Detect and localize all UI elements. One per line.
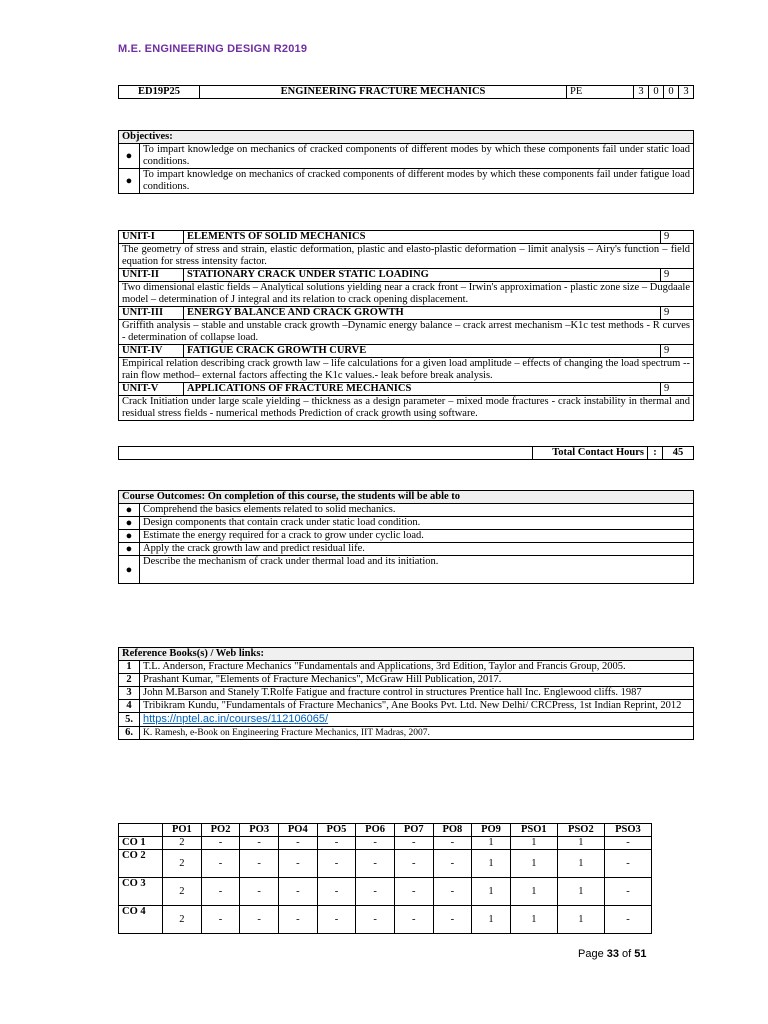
mapping-cell: 1 [557, 906, 604, 934]
mapping-cell: - [356, 878, 395, 906]
mapping-cell: - [279, 850, 318, 878]
bullet-icon: ● [119, 504, 140, 517]
unit-id: UNIT-V [119, 383, 184, 396]
unit-hours: 9 [661, 345, 694, 358]
mapping-cell: - [604, 906, 651, 934]
document-header-title: M.E. ENGINEERING DESIGN R2019 [118, 43, 308, 55]
mapping-cell: - [317, 837, 356, 850]
mapping-cell: - [394, 906, 433, 934]
unit-title: FATIGUE CRACK GROWTH CURVE [184, 345, 661, 358]
mapping-row [119, 850, 652, 878]
mapping-cell: - [433, 878, 472, 906]
course-lecture-hours: 3 [634, 86, 649, 99]
unit-id: UNIT-III [119, 307, 184, 320]
outcomes-table [118, 490, 694, 584]
mapping-cell: - [394, 850, 433, 878]
bullet-icon: ● [119, 530, 140, 543]
bullet-icon: ● [119, 144, 140, 169]
unit-id: UNIT-I [119, 231, 184, 244]
outcome-item: Design components that contain crack under static load condition. [140, 517, 694, 530]
mapping-cell: 1 [557, 878, 604, 906]
mapping-cell: - [394, 837, 433, 850]
course-code: ED19P25 [119, 86, 200, 99]
mapping-cell: 1 [510, 878, 557, 906]
mapping-header-cell: PO8 [433, 824, 472, 837]
mapping-cell: - [317, 878, 356, 906]
reference-number: 4 [119, 700, 140, 713]
mapping-cell: 2 [163, 878, 202, 906]
mapping-header-cell: PSO2 [557, 824, 604, 837]
mapping-cell: - [604, 878, 651, 906]
mapping-row [119, 906, 652, 934]
unit-hours: 9 [661, 307, 694, 320]
total-hours-value: 45 [663, 447, 694, 460]
mapping-cell: - [279, 837, 318, 850]
objectives-table [118, 130, 694, 194]
course-tutorial-hours: 0 [649, 86, 664, 99]
unit-hours: 9 [661, 269, 694, 282]
mapping-corner-cell [119, 824, 163, 837]
unit-hours: 9 [661, 231, 694, 244]
mapping-cell: - [433, 837, 472, 850]
mapping-cell: - [240, 850, 279, 878]
mapping-cell: 1 [472, 850, 511, 878]
nptel-link[interactable]: https://nptel.ac.in/courses/112106065/ [143, 713, 329, 725]
mapping-cell: 1 [510, 906, 557, 934]
mapping-cell: - [201, 906, 240, 934]
mapping-co-label: CO 1 [119, 837, 163, 850]
outcomes-heading: Course Outcomes: On completion of this course, the students will be able to [119, 491, 694, 504]
mapping-cell: 2 [163, 906, 202, 934]
mapping-cell: - [356, 850, 395, 878]
unit-id: UNIT-IV [119, 345, 184, 358]
mapping-cell: - [604, 850, 651, 878]
unit-content: Two dimensional elastic fields – Analytical solutions yielding near a crack front – Irwin's approximation - plastic zone size – Dugdaale model – determination of J integral and its relation to crack opening displacement. [119, 282, 694, 307]
mapping-cell: 1 [557, 837, 604, 850]
outcome-item: Describe the mechanism of crack under thermal load and its initiation. [140, 556, 694, 584]
mapping-cell: - [279, 878, 318, 906]
reference-item: K. Ramesh, e-Book on Engineering Fracture Mechanics, IIT Madras, 2007. [140, 727, 694, 740]
units-table [118, 230, 694, 421]
unit-content: Empirical relation describing crack growth law – life calculations for a given load amplitude – effects of changing the load spectrum -- rain flow method– external factors affecting the K1c values.- leak before break analysis. [119, 358, 694, 383]
mapping-cell: 1 [472, 878, 511, 906]
mapping-header-cell: PSO3 [604, 824, 651, 837]
mapping-row [119, 878, 652, 906]
mapping-header-cell: PO4 [279, 824, 318, 837]
unit-content: The geometry of stress and strain, elastic deformation, plastic and elasto-plastic deformation – limit analysis – Airy's function – field equation for stress intensity factor. [119, 244, 694, 269]
total-hours-separator: : [648, 447, 663, 460]
mapping-header-cell: PO5 [317, 824, 356, 837]
mapping-co-label: CO 4 [119, 906, 163, 934]
mapping-cell: - [240, 906, 279, 934]
mapping-cell: - [201, 837, 240, 850]
course-title-table [118, 85, 694, 99]
mapping-cell: 2 [163, 837, 202, 850]
outcome-item: Apply the crack growth law and predict residual life. [140, 543, 694, 556]
course-title: ENGINEERING FRACTURE MECHANICS [200, 86, 567, 99]
references-heading: Reference Books(s) / Web links: [119, 648, 694, 661]
mapping-header-cell: PO9 [472, 824, 511, 837]
mapping-header-cell: PO7 [394, 824, 433, 837]
unit-title: STATIONARY CRACK UNDER STATIC LOADING [184, 269, 661, 282]
outcome-item: Comprehend the basics elements related to solid mechanics. [140, 504, 694, 517]
objective-item: To impart knowledge on mechanics of cracked components of different modes by which these components fail under fatigue load conditions. [140, 169, 694, 194]
references-table [118, 647, 694, 740]
reference-item: T.L. Anderson, Fracture Mechanics "Fundamentals and Applications, 3rd Edition, Taylor and Francis Group, 2005. [140, 661, 694, 674]
mapping-cell: - [201, 878, 240, 906]
mapping-cell: 1 [510, 837, 557, 850]
mapping-cell: - [356, 906, 395, 934]
reference-item: Tribikram Kundu, "Fundamentals of Fracture Mechanics", Ane Books Pvt. Ltd. New Delhi/ CRCPress, 1st Indian Reprint, 2012 [140, 700, 694, 713]
reference-item: John M.Barson and Stanely T.Rolfe Fatigue and fracture control in structures Prentice hall Inc. Englewood cliffs. 1987 [140, 687, 694, 700]
total-hours-table [118, 446, 694, 460]
unit-content: Griffith analysis – stable and unstable crack growth –Dynamic energy balance – crack arrest mechanism –K1c test methods - R curves - determination of collapse load. [119, 320, 694, 345]
reference-number: 1 [119, 661, 140, 674]
mapping-cell: - [394, 878, 433, 906]
mapping-cell: - [433, 850, 472, 878]
mapping-co-label: CO 3 [119, 878, 163, 906]
bullet-icon: ● [119, 556, 140, 584]
mapping-cell: - [240, 878, 279, 906]
mapping-cell: 1 [557, 850, 604, 878]
mapping-header-cell: PO3 [240, 824, 279, 837]
reference-number: 5. [119, 713, 140, 727]
course-category: PE [567, 86, 634, 99]
mapping-cell: - [317, 850, 356, 878]
mapping-cell: 1 [510, 850, 557, 878]
bullet-icon: ● [119, 543, 140, 556]
mapping-co-label: CO 2 [119, 850, 163, 878]
mapping-cell: - [433, 906, 472, 934]
reference-number: 3 [119, 687, 140, 700]
mapping-header-cell: PSO1 [510, 824, 557, 837]
mapping-cell: - [279, 906, 318, 934]
page-number: Page 33 of 51 [578, 948, 647, 960]
mapping-cell: - [356, 837, 395, 850]
reference-item: Prashant Kumar, "Elements of Fracture Mechanics", McGraw Hill Publication, 2017. [140, 674, 694, 687]
course-practical-hours: 0 [664, 86, 679, 99]
mapping-header-cell: PO6 [356, 824, 395, 837]
mapping-cell: - [317, 906, 356, 934]
mapping-row [119, 837, 652, 850]
unit-title: ENERGY BALANCE AND CRACK GROWTH [184, 307, 661, 320]
mapping-cell: 1 [472, 837, 511, 850]
unit-title: ELEMENTS OF SOLID MECHANICS [184, 231, 661, 244]
objective-item: To impart knowledge on mechanics of cracked components of different modes by which these components fail under static load conditions. [140, 144, 694, 169]
outcome-item: Estimate the energy required for a crack to grow under cyclic load. [140, 530, 694, 543]
unit-hours: 9 [661, 383, 694, 396]
course-credits: 3 [679, 86, 694, 99]
bullet-icon: ● [119, 517, 140, 530]
mapping-cell: - [604, 837, 651, 850]
mapping-header-cell: PO1 [163, 824, 202, 837]
co-po-mapping-table [118, 823, 652, 934]
unit-content: Crack Initiation under large scale yielding – thickness as a design parameter – mixed mode fractures - crack instability in thermal and residual stress fields - numerical methods Prediction of crack growth using software. [119, 396, 694, 421]
reference-number: 2 [119, 674, 140, 687]
mapping-cell: - [240, 837, 279, 850]
mapping-cell: 1 [472, 906, 511, 934]
mapping-header-cell: PO2 [201, 824, 240, 837]
objectives-heading: Objectives: [119, 131, 694, 144]
mapping-cell: - [201, 850, 240, 878]
bullet-icon: ● [119, 169, 140, 194]
total-hours-label: Total Contact Hours [533, 447, 648, 460]
unit-id: UNIT-II [119, 269, 184, 282]
reference-number: 6. [119, 727, 140, 740]
unit-title: APPLICATIONS OF FRACTURE MECHANICS [184, 383, 661, 396]
mapping-cell: 2 [163, 850, 202, 878]
